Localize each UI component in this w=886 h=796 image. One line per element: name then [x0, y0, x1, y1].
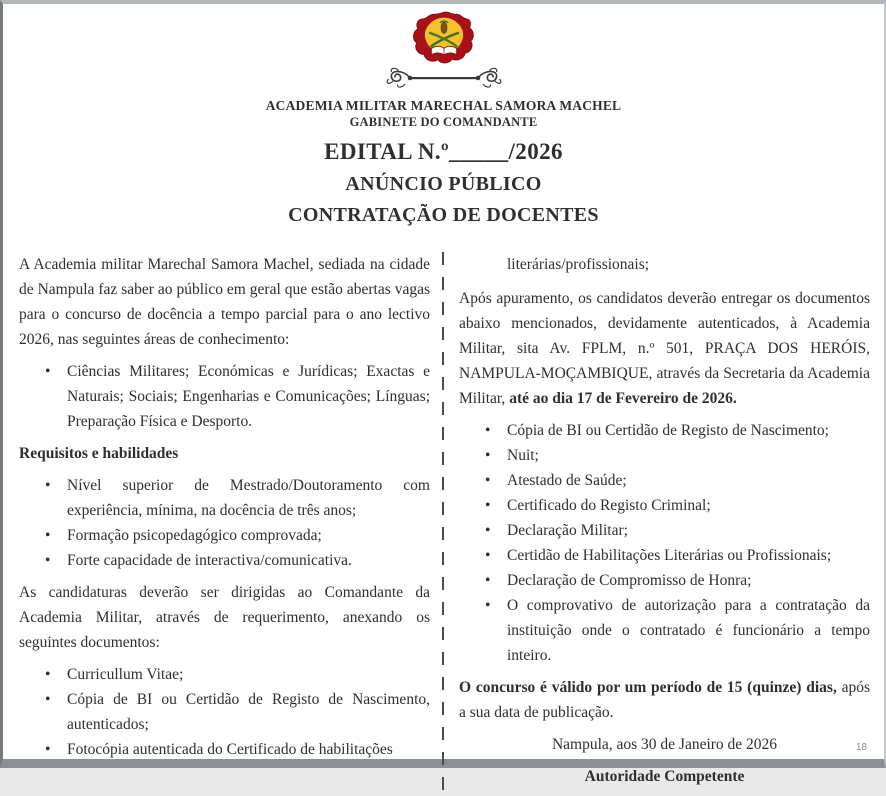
list-item: • Certificado do Registo Criminal; [459, 493, 870, 518]
delivery-text: Após apuramento, os candidatos deverão entregar os documentos abaixo mencionados, devidamente autenticados, à Academia Militar, sita Av. FPLM, n.º 501, PRAÇA DOS HERÓIS, NAMPULA-MOÇAMBIQUE, através da Secretaria da Academia Militar, [459, 290, 870, 407]
organization-name: ACADEMIA MILITAR MARECHAL SAMORA MACHEL [265, 98, 622, 113]
hyphenated-continuation: literárias/profissionais; [507, 256, 650, 273]
list-item: • Cópia de BI ou Certidão de Registo de Nascimento, autenticados; [19, 687, 430, 737]
bullet-icon: • [45, 552, 51, 569]
intro-paragraph: A Academia militar Marechal Samora Machel, sediada na cidade de Nampula faz saber ao público em geral que estão abertas vagas para o concurso de docência a tempo parcial para o ano lectivo 2026, nas seguintes áreas de conhecimento: [19, 256, 430, 348]
bullet-icon: • [45, 527, 51, 544]
signature-authority: Autoridade Competente [584, 768, 745, 785]
left-column [19, 252, 442, 796]
military-academy-crest-icon [3, 11, 884, 67]
bullet-icon: • [485, 447, 491, 464]
announcement-title: ANÚNCIO PÚBLICO [345, 173, 542, 195]
edital-number-title: EDITAL N.º_____/2026 [324, 139, 563, 164]
list-item: • Declaração Militar; [459, 518, 870, 543]
list-item: • Nível superior de Mestrado/Doutoramento com experiência, mínima, na docência de três anos; [19, 473, 430, 523]
bullet-icon: • [485, 472, 491, 489]
validity-paragraph [459, 675, 870, 725]
document-header [3, 4, 884, 130]
list-item: • O comprovativo de autorização para a contratação da instituição onde o contratado é funcionário a tempo inteiro. [459, 593, 870, 668]
bullet-icon: • [485, 572, 491, 589]
bullet-icon: • [45, 691, 51, 708]
document-body [3, 252, 884, 796]
deadline-text: até ao dia 17 de Fevereiro de 2026. [509, 390, 737, 407]
right-column [444, 252, 870, 796]
bullet-icon: • [45, 477, 51, 494]
bullet-icon: • [485, 522, 491, 539]
bullet-icon: • [485, 422, 491, 439]
subject-title: CONTRATAÇÃO DE DOCENTES [288, 204, 599, 226]
list-item: • Certidão de Habilitações Literárias ou Profissionais; [459, 543, 870, 568]
delivery-paragraph [459, 286, 870, 411]
page-number: 18 [855, 742, 867, 753]
list-item: • Fotocópia autenticada do Certificado de habilitações [19, 737, 430, 762]
list-item: • Nuit; [459, 443, 870, 468]
ornamental-scroll-divider-icon [3, 65, 884, 91]
requirements-list [19, 473, 430, 573]
place-date-line: Nampula, aos 30 de Janeiro de 2026 [551, 736, 778, 753]
requirements-heading: Requisitos e habilidades [19, 445, 179, 462]
bullet-icon: • [45, 666, 51, 683]
list-item: • Forte capacidade de interactiva/comunicativa. [19, 548, 430, 573]
application-documents-list [19, 662, 430, 762]
bullet-icon: • [485, 597, 491, 614]
list-item: • Ciências Militares; Económicas e Jurídicas; Exactas e Naturais; Sociais; Engenharias e Comunicações; Línguas; Preparação Física e Desporto. [19, 359, 430, 434]
title-block [3, 139, 884, 227]
knowledge-areas-list [19, 359, 430, 434]
list-item: • Atestado de Saúde; [459, 468, 870, 493]
bullet-icon: • [485, 497, 491, 514]
final-documents-list [459, 418, 870, 668]
validity-period-text: O concurso é válido por um período de 15 (quinze) dias, [459, 679, 837, 696]
bullet-icon: • [485, 547, 491, 564]
list-item: • Formação psicopedagógico comprovada; [19, 523, 430, 548]
organization-office: GABINETE DO COMANDANTE [349, 115, 538, 129]
applications-paragraph: As candidaturas deverão ser dirigidas ao Comandante da Academia Militar, através de requerimento, anexando os seguintes documentos: [19, 584, 430, 651]
list-item: • Curricullum Vitae; [19, 662, 430, 687]
list-item: • Declaração de Compromisso de Honra; [459, 568, 870, 593]
validity-suffix-text: após a sua data de publicação. [459, 679, 870, 721]
list-item: • Cópia de BI ou Certidão de Registo de Nascimento; [459, 418, 870, 443]
bullet-icon: • [45, 363, 51, 380]
bullet-icon: • [45, 741, 51, 758]
